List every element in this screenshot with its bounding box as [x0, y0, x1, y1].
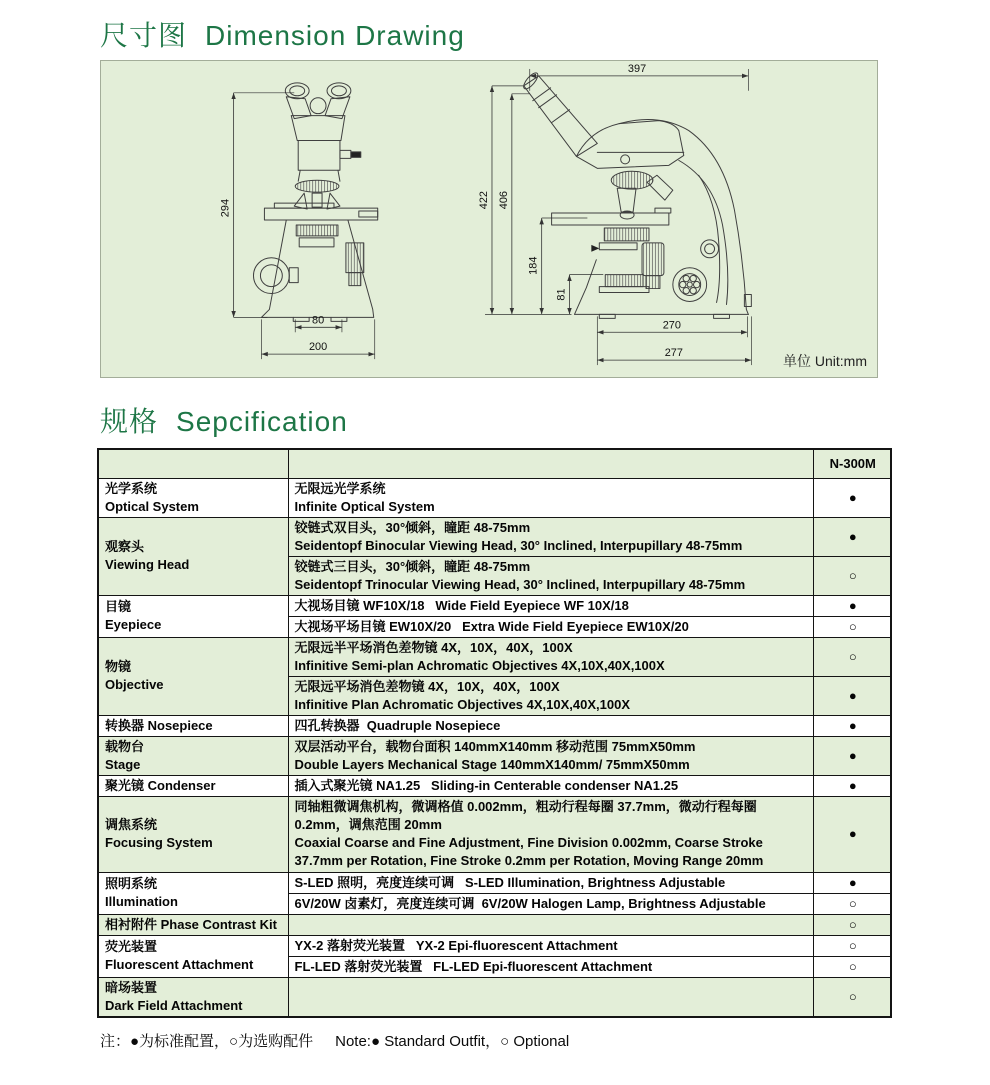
availability-mark: ● [813, 715, 891, 736]
table-row [98, 517, 891, 556]
spec-table [97, 448, 892, 1018]
spec-desc: 铰链式双目头，30°倾斜，瞳距 48-75mm Seidentopf Binocular Viewing Head, 30° Inclined, Interpupillary 48-75mm [288, 517, 813, 556]
spec-label-viewing-head: 观察头 Viewing Head [98, 517, 288, 595]
table-row [98, 736, 891, 775]
dimension-drawing-panel [100, 60, 878, 378]
table-row [98, 775, 891, 796]
availability-mark: ● [813, 676, 891, 715]
availability-mark: ○ [813, 893, 891, 914]
spec-label-fluorescent-attachment: 荧光装置 Fluorescent Attachment [98, 935, 288, 977]
header-empty-cell [288, 449, 813, 478]
spec-desc: 四孔转换器 Quadruple Nosepiece [288, 715, 813, 736]
table-row [98, 914, 891, 935]
spec-desc: FL-LED 落射荧光装置 FL-LED Epi-fluorescent Attachment [288, 956, 813, 977]
spec-desc: 大视场目镜 WF10X/18 Wide Field Eyepiece WF 10X/18 [288, 595, 813, 616]
header-empty-cell [98, 449, 288, 478]
spec-desc: 双层活动平台，载物台面积 140mmX140mm 移动范围 75mmX50mm Double Layers Mechanical Stage 140mmX140mm/ 75mmX50mm [288, 736, 813, 775]
availability-mark: ● [813, 736, 891, 775]
availability-mark: ○ [813, 977, 891, 1017]
availability-mark: ● [813, 478, 891, 517]
spec-desc: 无限远半平场消色差物镜 4X，10X，40X，100X Infinitive Semi-plan Achromatic Objectives 4X,10X,40X,100X [288, 637, 813, 676]
spec-label-optical-system: 光学系统 Optical System [98, 478, 288, 517]
availability-mark: ○ [813, 556, 891, 595]
availability-mark: ● [813, 872, 891, 893]
title-zh: 尺寸图 [100, 20, 188, 51]
front-view-drawing [253, 83, 377, 321]
table-row [98, 637, 891, 676]
legend-note-en: Note:● Standard Outfit，○ Optional [335, 1033, 570, 1050]
spec-label-phase-contrast-kit: 相衬附件 Phase Contrast Kit [98, 914, 288, 935]
table-header-row [98, 449, 891, 478]
spec-desc: 同轴粗微调焦机构，微调格值 0.002mm，粗动行程每圈 37.7mm，微动行程每圈 0.2mm，调焦范围 20mm Coaxial Coarse and Fine Adjustment, Fine Division 0.002mm, Coarse Stroke 37.7mm per Rotation, Fine Stroke 0.2mm per Rotation, Moving Range 20mm [288, 796, 813, 872]
legend-note [100, 1030, 569, 1051]
availability-mark: ○ [813, 637, 891, 676]
availability-mark: ○ [813, 914, 891, 935]
dim-label-184: 184 [527, 256, 540, 275]
availability-mark: ● [813, 775, 891, 796]
spec-label-condenser: 聚光镜 Condenser [98, 775, 288, 796]
dim-label-200: 200 [308, 341, 328, 354]
title-en: Dimension Drawing [205, 20, 465, 51]
table-row [98, 935, 891, 956]
dim-label-277: 277 [664, 347, 683, 360]
title-zh: 规格 [100, 406, 159, 437]
spec-desc: 6V/20W 卤素灯，亮度连续可调 6V/20W Halogen Lamp, Brightness Adjustable [288, 893, 813, 914]
table-row [98, 478, 891, 517]
dim-label-422: 422 [478, 191, 491, 210]
availability-mark: ○ [813, 935, 891, 956]
dim-label-270: 270 [662, 319, 681, 332]
table-row [98, 595, 891, 616]
side-view-drawing [521, 71, 751, 319]
availability-mark: ● [813, 796, 891, 872]
availability-mark: ○ [813, 956, 891, 977]
dim-label-81: 81 [555, 288, 568, 301]
model-header: N-300M [813, 449, 891, 478]
spec-desc [288, 914, 813, 935]
spec-label-eyepiece: 目镜 Eyepiece [98, 595, 288, 637]
spec-label-stage: 载物台 Stage [98, 736, 288, 775]
table-row [98, 796, 891, 872]
spec-label-nosepiece: 转换器 Nosepiece [98, 715, 288, 736]
availability-mark: ● [813, 595, 891, 616]
spec-desc [288, 977, 813, 1017]
spec-desc: YX-2 落射荧光装置 YX-2 Epi-fluorescent Attachment [288, 935, 813, 956]
side-view-dimensions [478, 63, 751, 365]
dim-label-294: 294 [219, 198, 232, 218]
dim-label-406: 406 [497, 191, 510, 210]
section-title-specification [100, 400, 348, 440]
spec-desc: 插入式聚光镜 NA1.25 Sliding-in Centerable condenser NA1.25 [288, 775, 813, 796]
dimension-drawing-svg [101, 61, 877, 377]
dim-label-80: 80 [312, 314, 325, 327]
spec-desc: 铰链式三目头，30°倾斜，瞳距 48-75mm Seidentopf Trinocular Viewing Head, 30° Inclined, Interpupillary 48-75mm [288, 556, 813, 595]
availability-mark: ● [813, 517, 891, 556]
spec-label-objective: 物镜 Objective [98, 637, 288, 715]
table-row [98, 977, 891, 1017]
availability-mark: ○ [813, 616, 891, 637]
spec-label-focusing-system: 调焦系统 Focusing System [98, 796, 288, 872]
title-en: Sepcification [176, 406, 348, 437]
spec-desc: 大视场平场目镜 EW10X/20 Extra Wide Field Eyepiece EW10X/20 [288, 616, 813, 637]
spec-desc: 无限远光学系统 Infinite Optical System [288, 478, 813, 517]
table-row [98, 715, 891, 736]
spec-label-dark-field-attachment: 暗场装置 Dark Field Attachment [98, 977, 288, 1017]
unit-label: 单位 Unit:mm [783, 353, 867, 369]
section-title-dimension-drawing [100, 14, 465, 54]
legend-note-zh: 注：●为标准配置，○为选购配件 [100, 1033, 314, 1050]
table-row [98, 872, 891, 893]
dim-label-397: 397 [627, 62, 647, 75]
spec-desc: 无限远平场消色差物镜 4X，10X，40X，100X Infinitive Plan Achromatic Objectives 4X,10X,40X,100X [288, 676, 813, 715]
spec-label-illumination: 照明系统 Illumination [98, 872, 288, 914]
spec-desc: S-LED 照明，亮度连续可调 S-LED Illumination, Brightness Adjustable [288, 872, 813, 893]
